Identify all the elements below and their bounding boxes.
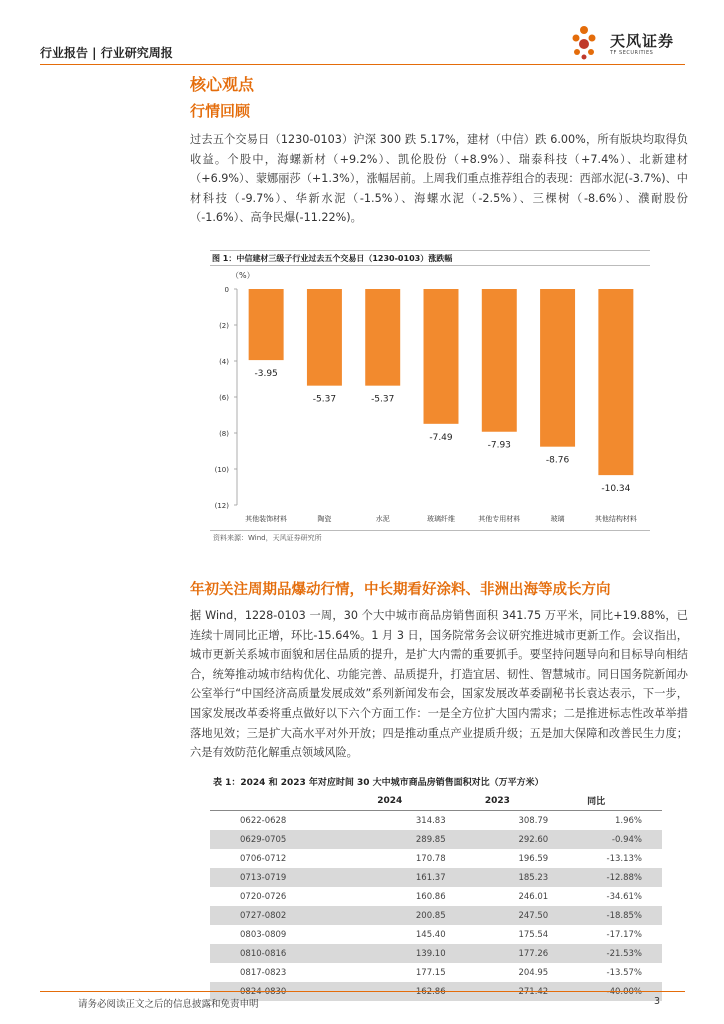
value-2024-cell: 145.40 bbox=[415, 929, 446, 940]
value-2023-cell: 175.54 bbox=[518, 929, 549, 940]
table-title: 表 1：2024 和 2023 年对应时间 30 大中城市商品房销售面积对比（万平方米） bbox=[213, 778, 544, 788]
section-heading-outlook: 年初关注周期品爆动行情，中长期看好涂料、非洲出海等成长方向 bbox=[190, 582, 611, 598]
y-tick-label: (12) bbox=[214, 502, 229, 510]
bar-data-label: -7.93 bbox=[487, 440, 511, 451]
table-header-yoy: 同比 bbox=[549, 791, 662, 811]
value-2024-cell: 289.85 bbox=[333, 830, 446, 849]
bar bbox=[424, 289, 459, 424]
x-category-label: 其他装饰材料 bbox=[245, 515, 288, 523]
value-2024-cell: 139.10 bbox=[333, 944, 446, 963]
brand-subname: TF SECURITIES bbox=[610, 50, 654, 56]
bar-data-label: -5.37 bbox=[312, 394, 337, 405]
yoy-cell: -40.00% bbox=[549, 982, 662, 1001]
value-2024-cell: 314.83 bbox=[415, 815, 446, 826]
brand-name: 天风证券 bbox=[610, 32, 675, 50]
table-header-row bbox=[210, 791, 662, 811]
yoy-cell: -34.61% bbox=[606, 891, 642, 902]
value-2024-cell: 161.37 bbox=[333, 868, 446, 887]
yoy-cell: -13.13% bbox=[606, 853, 642, 864]
bar bbox=[249, 289, 284, 360]
table-row bbox=[210, 868, 662, 887]
period-cell: 0824-0830 bbox=[210, 982, 333, 1001]
value-2023-cell: 196.59 bbox=[518, 853, 549, 864]
y-tick-label: (6) bbox=[219, 394, 229, 402]
figure-bottom-rule bbox=[210, 530, 650, 531]
bar bbox=[307, 289, 342, 386]
period-cell: 0817-0823 bbox=[240, 967, 287, 978]
outlook-paragraph: 据 Wind，1228-0103 一周，30 个大中城市商品房销售面积 341.75 万平米，同比+19.88%，已连续十周同比正增，环比-15.64%。1 月 3 日，国务院常务会议研究推进城市更新工作。会议指出，城市更新关系城市面貌和居住品质的提升，是扩大内需的重要抓手。要坚持问题导向和目标导向相结合，统筹推动城市结构优化、功能完善、品质提升，打造宜居、韧性、智慧城市。同日国务院新闻办公室举行“中国经济高质量发展成效”系列新闻发布会，国家发展改革委副秘书长袁达表示，下一步，国家发展改革委将重点做好以下六个方面工作：一是全方位扩大国内需求；二是推进标志性改革举措落地见效；三是扩大高水平对外开放；四是推动重点产业提质升级；五是加大保障和改善民生力度；六是有效防范化解重点领域风险。 bbox=[190, 609, 688, 760]
value-2024-cell: 200.85 bbox=[333, 906, 446, 925]
table-row bbox=[210, 830, 662, 849]
period-cell: 0713-0719 bbox=[210, 868, 333, 887]
figure-top-rule bbox=[210, 250, 650, 251]
period-cell: 0622-0628 bbox=[240, 815, 287, 826]
x-category-label: 水泥 bbox=[375, 515, 390, 523]
x-category-label: 玻璃纤维 bbox=[427, 515, 455, 523]
header-divider bbox=[40, 64, 685, 65]
value-2024-cell: 170.78 bbox=[415, 853, 446, 864]
bar-data-label: -3.95 bbox=[254, 369, 278, 380]
bar-data-label: -7.49 bbox=[429, 432, 453, 443]
value-2023-cell: 308.79 bbox=[518, 815, 549, 826]
footer-divider bbox=[40, 991, 685, 992]
period-cell: 0706-0712 bbox=[240, 853, 287, 864]
yoy-cell: -21.53% bbox=[549, 944, 662, 963]
period-cell: 0810-0816 bbox=[210, 944, 333, 963]
table-row bbox=[210, 849, 662, 868]
yoy-cell: -12.88% bbox=[549, 868, 662, 887]
bar-data-label: -8.76 bbox=[545, 455, 570, 466]
table-header-2023: 2023 bbox=[446, 791, 550, 811]
yoy-cell: -13.57% bbox=[606, 967, 642, 978]
value-2023-cell: 185.23 bbox=[446, 868, 550, 887]
value-2023-cell: 271.42 bbox=[446, 982, 550, 1001]
x-category-label: 其他结构材料 bbox=[594, 515, 637, 523]
value-2024-cell: 160.86 bbox=[415, 891, 446, 902]
period-cell: 0720-0726 bbox=[240, 891, 287, 902]
market-review-paragraph: 过去五个交易日（1230-0103）沪深 300 跌 5.17%，建材（中信）跌 6.00%，所有版块均取得负收益。个股中，海螺新材（+9.2%）、凯伦股份（+8.9%）、瑞泰科技（+7.4%）、北新建材（+6.9%）、蒙娜丽莎（+1.3%），涨幅居前。上周我们重点推荐组合的表现：西部水泥(-3.7%)、中材科技（-9.7%）、华新水泥（-1.5%）、海螺水泥（-2.5%）、三棵树（-8.6%）、濮耐股份（-1.6%）、高争民爆(-11.22%)。 bbox=[190, 133, 688, 225]
value-2023-cell: 247.50 bbox=[446, 906, 550, 925]
figure-title-rule bbox=[210, 265, 650, 266]
x-category-label: 陶瓷 bbox=[317, 515, 332, 523]
bar bbox=[365, 289, 400, 386]
yoy-cell: -17.17% bbox=[606, 929, 642, 940]
period-cell: 0727-0802 bbox=[210, 906, 333, 925]
y-tick-label: (8) bbox=[219, 430, 229, 438]
value-2023-cell: 204.95 bbox=[518, 967, 549, 978]
sales-area-table bbox=[210, 791, 662, 1001]
value-2024-cell: 177.15 bbox=[415, 967, 446, 978]
y-unit-label: （%） bbox=[231, 271, 255, 280]
y-tick-label: (2) bbox=[219, 322, 229, 330]
yoy-cell: -0.94% bbox=[549, 830, 662, 849]
table-row bbox=[210, 963, 662, 982]
yoy-cell: -18.85% bbox=[549, 906, 662, 925]
bar-chart bbox=[205, 268, 655, 528]
bar bbox=[540, 289, 575, 447]
y-tick-label: 0 bbox=[224, 286, 229, 294]
bar bbox=[482, 289, 517, 432]
report-header-title: 行业报告 | 行业研究周报 bbox=[40, 46, 173, 60]
disclaimer-note: 请务必阅读正文之后的信息披露和免责申明 bbox=[78, 999, 259, 1010]
period-cell: 0629-0705 bbox=[210, 830, 333, 849]
bar bbox=[598, 289, 633, 475]
table-header-2024: 2024 bbox=[333, 791, 446, 811]
table-row bbox=[210, 944, 662, 963]
table-header-period bbox=[210, 791, 333, 811]
yoy-cell: 1.96% bbox=[614, 815, 642, 826]
table-row bbox=[210, 811, 662, 831]
value-2023-cell: 177.26 bbox=[446, 944, 550, 963]
figure-source-note: 资料来源：Wind，天风证券研究所 bbox=[213, 534, 322, 542]
bar-data-label: -5.37 bbox=[371, 394, 395, 405]
bar-data-label: -10.34 bbox=[601, 484, 631, 495]
period-cell: 0803-0809 bbox=[240, 929, 287, 940]
table-row bbox=[210, 925, 662, 944]
value-2023-cell: 292.60 bbox=[446, 830, 550, 849]
value-2024-cell: 162.86 bbox=[333, 982, 446, 1001]
y-tick-label: (10) bbox=[214, 466, 229, 474]
table-row bbox=[210, 906, 662, 925]
value-2023-cell: 246.01 bbox=[518, 891, 549, 902]
figure-title: 图 1：中信建材三级子行业过去五个交易日（1230-0103）涨跌幅 bbox=[212, 254, 453, 263]
x-category-label: 玻璃 bbox=[550, 515, 565, 523]
subsection-heading-market-review: 行情回顾 bbox=[190, 102, 251, 120]
page-number: 3 bbox=[654, 996, 661, 1007]
y-tick-label: (4) bbox=[219, 358, 229, 366]
section-heading-core-views: 核心观点 bbox=[190, 75, 255, 94]
table-row bbox=[210, 887, 662, 906]
x-category-label: 其他专用材料 bbox=[478, 515, 521, 523]
